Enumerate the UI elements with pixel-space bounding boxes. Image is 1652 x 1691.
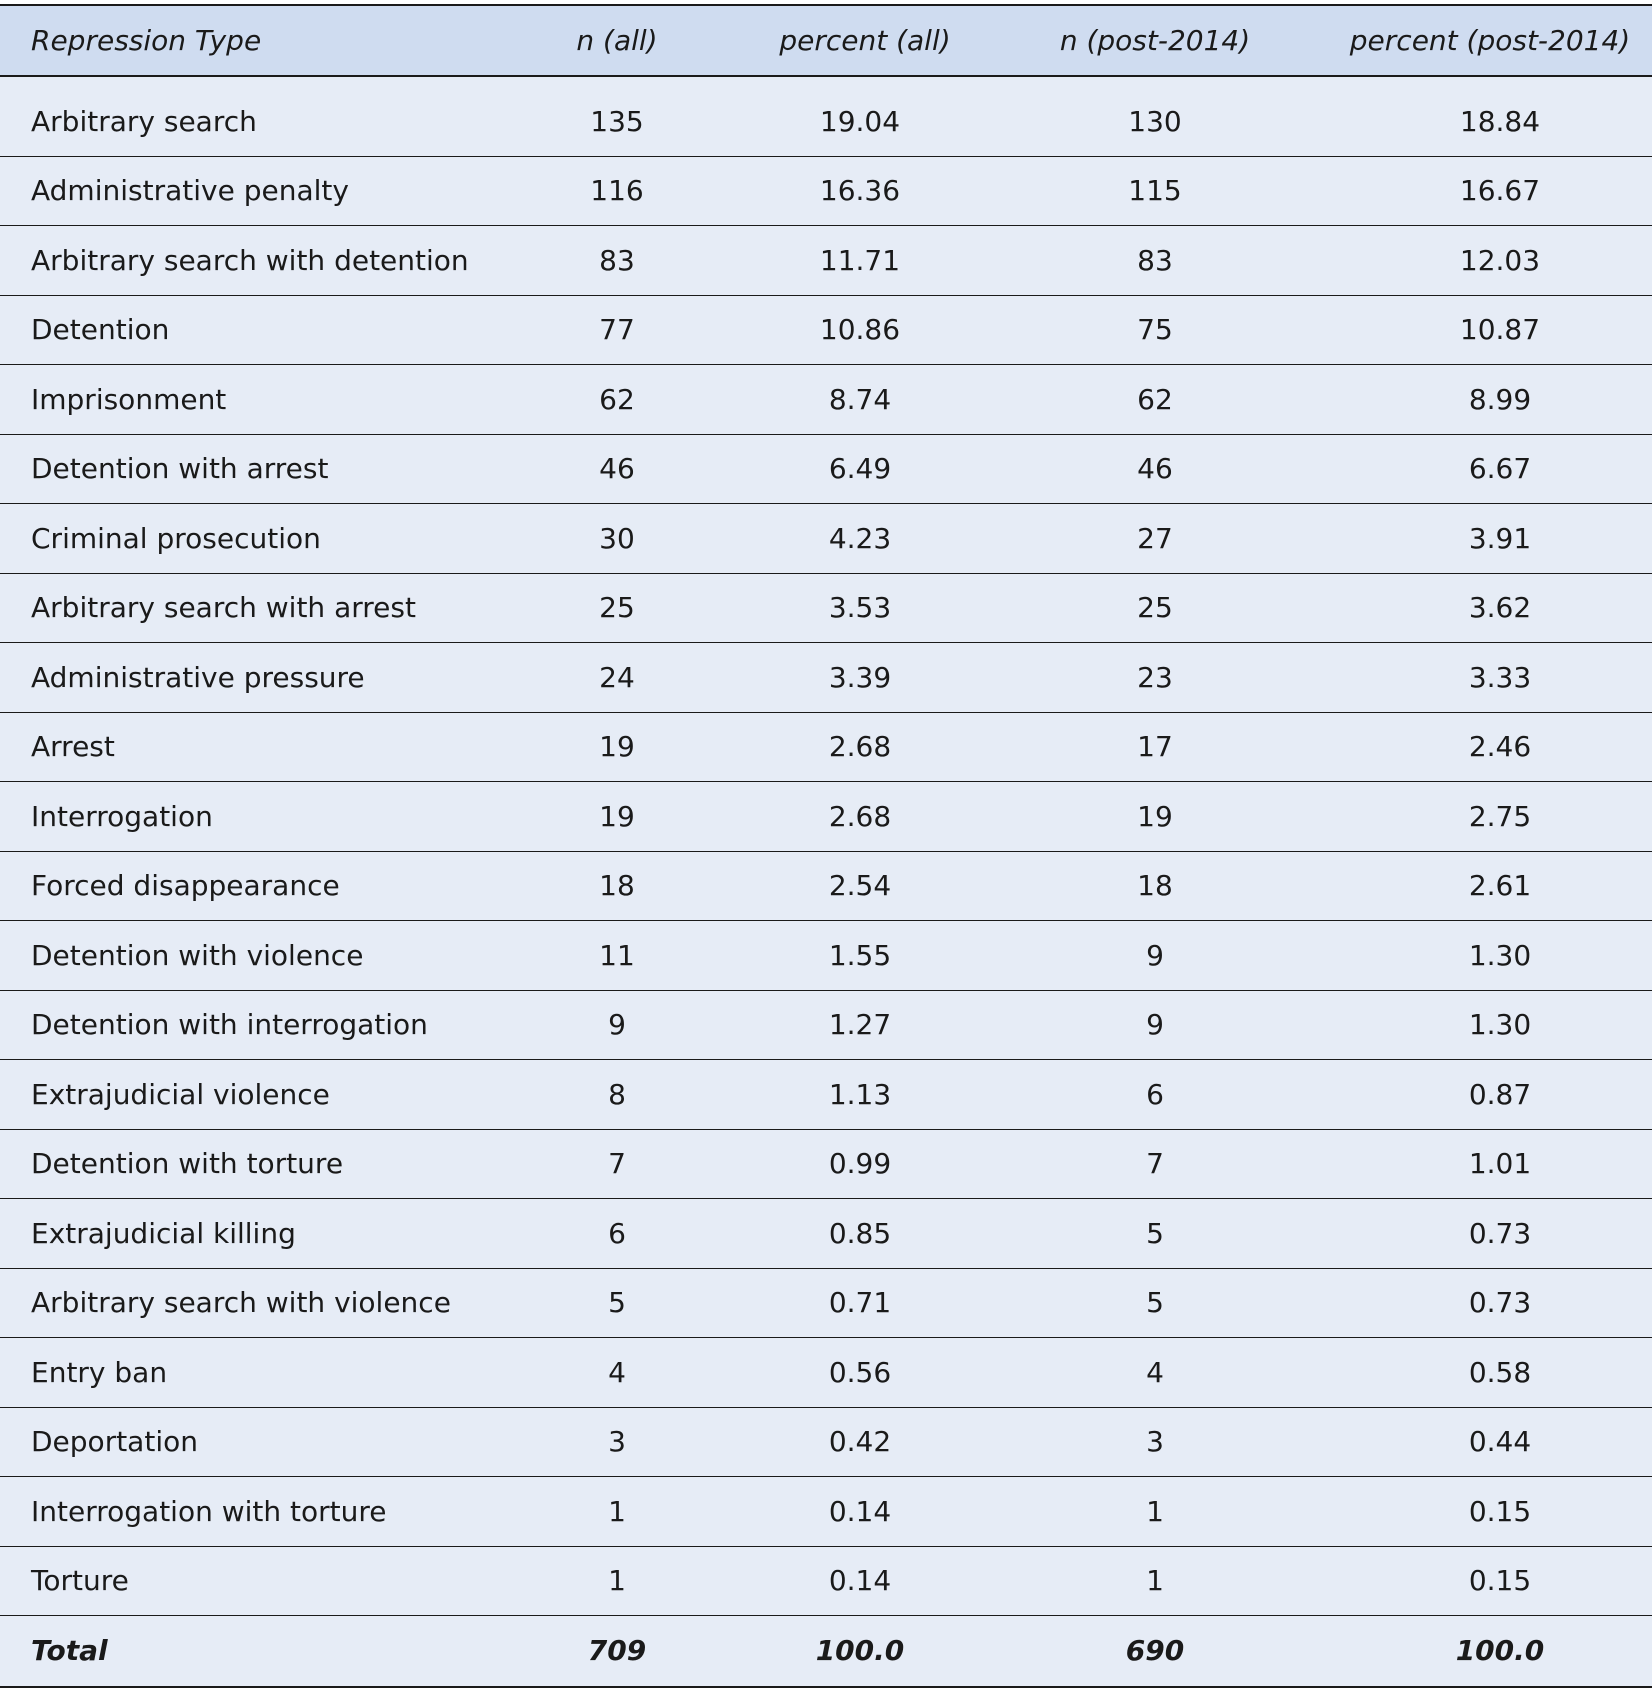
percent-all-cell: 4.23 xyxy=(828,521,892,555)
n-all-cell: 116 xyxy=(590,174,644,208)
header-percent-post-2014: percent (post-2014) xyxy=(1349,24,1631,57)
repression-type-cell: Arrest xyxy=(31,730,115,764)
n-all-cell: 6 xyxy=(608,1216,626,1250)
n-all-cell: 4 xyxy=(608,1355,626,1389)
percent-post-2014-cell: 3.91 xyxy=(1468,521,1532,555)
repression-type-cell: Arbitrary search with arrest xyxy=(31,591,416,625)
n-all-cell: 5 xyxy=(608,1286,626,1320)
n-post-2014-cell: 9 xyxy=(1146,1008,1164,1042)
n-post-2014-cell: 7 xyxy=(1146,1147,1164,1181)
n-post-2014-cell: 3 xyxy=(1146,1425,1164,1459)
n-all-cell: 7 xyxy=(608,1147,626,1181)
n-post-2014-cell: 25 xyxy=(1137,591,1173,625)
percent-post-2014-cell: 2.61 xyxy=(1468,869,1532,903)
percent-all-cell: 2.68 xyxy=(828,730,892,764)
percent-post-2014-cell: 0.44 xyxy=(1468,1425,1532,1459)
repression-type-cell: Detention with interrogation xyxy=(31,1008,428,1042)
total-label: Total xyxy=(31,1634,108,1668)
percent-all-cell: 2.54 xyxy=(828,869,892,903)
percent-all-cell: 8.74 xyxy=(828,382,892,416)
n-post-2014-cell: 4 xyxy=(1146,1355,1164,1389)
percent-post-2014-cell: 16.67 xyxy=(1459,174,1541,208)
repression-type-cell: Interrogation with torture xyxy=(31,1494,387,1528)
table-row xyxy=(0,643,1652,713)
percent-all-cell: 1.13 xyxy=(828,1077,892,1111)
percent-all-cell: 19.04 xyxy=(819,104,901,138)
table-row xyxy=(0,921,1652,991)
n-all-cell: 135 xyxy=(590,104,644,138)
repression-type-cell: Deportation xyxy=(31,1425,198,1459)
n-all-cell: 77 xyxy=(599,313,635,347)
n-all-cell: 62 xyxy=(599,382,635,416)
repression-type-cell: Arbitrary search with violence xyxy=(31,1286,451,1320)
n-post-2014-cell: 23 xyxy=(1137,660,1173,694)
n-all-cell: 1 xyxy=(608,1494,626,1528)
repression-table xyxy=(0,4,1652,1688)
percent-all-cell: 10.86 xyxy=(819,313,901,347)
table-row xyxy=(0,226,1652,296)
table-row xyxy=(0,1338,1652,1408)
n-post-2014-cell: 1 xyxy=(1146,1494,1164,1528)
repression-type-cell: Torture xyxy=(31,1564,129,1598)
table-row xyxy=(0,157,1652,227)
repression-type-cell: Entry ban xyxy=(31,1355,168,1389)
n-all-cell: 24 xyxy=(599,660,635,694)
percent-post-2014-cell: 0.58 xyxy=(1468,1355,1532,1389)
table-row xyxy=(0,1269,1652,1339)
percent-all-cell: 6.49 xyxy=(828,452,892,486)
percent-all-cell: 11.71 xyxy=(819,243,901,277)
header-percent-all: percent (all) xyxy=(779,24,951,57)
n-all-cell: 46 xyxy=(599,452,635,486)
header-repression-type: Repression Type xyxy=(31,24,262,57)
n-post-2014-cell: 19 xyxy=(1137,799,1173,833)
n-all-cell: 19 xyxy=(599,730,635,764)
percent-post-2014-cell: 12.03 xyxy=(1459,243,1541,277)
table-row xyxy=(0,1060,1652,1130)
n-all-cell: 8 xyxy=(608,1077,626,1111)
n-post-2014-cell: 1 xyxy=(1146,1564,1164,1598)
percent-post-2014-cell: 2.75 xyxy=(1468,799,1532,833)
n-all-cell: 1 xyxy=(608,1564,626,1598)
percent-post-2014-cell: 1.30 xyxy=(1468,938,1532,972)
percent-post-2014-cell: 0.73 xyxy=(1468,1286,1532,1320)
table-row xyxy=(0,296,1652,366)
n-post-2014-cell: 17 xyxy=(1137,730,1173,764)
percent-post-2014-cell: 6.67 xyxy=(1468,452,1532,486)
n-all-cell: 30 xyxy=(599,521,635,555)
n-post-2014-cell: 9 xyxy=(1146,938,1164,972)
header-spacer xyxy=(0,77,1652,87)
repression-type-cell: Detention with violence xyxy=(31,938,364,972)
table-row xyxy=(0,504,1652,574)
table-row xyxy=(0,574,1652,644)
repression-type-cell: Forced disappearance xyxy=(31,869,340,903)
table-row xyxy=(0,1547,1652,1617)
percent-all-cell: 3.53 xyxy=(828,591,892,625)
header-n-post-2014: n (post-2014) xyxy=(1059,24,1251,57)
table-row xyxy=(0,782,1652,852)
percent-all-cell: 0.42 xyxy=(828,1425,892,1459)
repression-type-cell: Extrajudicial killing xyxy=(31,1216,296,1250)
total-n-all: 709 xyxy=(587,1634,647,1668)
percent-post-2014-cell: 2.46 xyxy=(1468,730,1532,764)
n-post-2014-cell: 62 xyxy=(1137,382,1173,416)
n-post-2014-cell: 6 xyxy=(1146,1077,1164,1111)
n-all-cell: 3 xyxy=(608,1425,626,1459)
percent-all-cell: 3.39 xyxy=(828,660,892,694)
table-row xyxy=(0,87,1652,157)
percent-all-cell: 2.68 xyxy=(828,799,892,833)
table-row xyxy=(0,1408,1652,1478)
percent-post-2014-cell: 0.73 xyxy=(1468,1216,1532,1250)
percent-post-2014-cell: 3.62 xyxy=(1468,591,1532,625)
repression-type-cell: Administrative pressure xyxy=(31,660,365,694)
n-post-2014-cell: 27 xyxy=(1137,521,1173,555)
repression-type-cell: Detention with arrest xyxy=(31,452,329,486)
total-n-post-2014: 690 xyxy=(1125,1634,1185,1668)
n-all-cell: 9 xyxy=(608,1008,626,1042)
percent-all-cell: 1.55 xyxy=(828,938,892,972)
table-row xyxy=(0,1477,1652,1547)
table-row xyxy=(0,435,1652,505)
table-row xyxy=(0,852,1652,922)
table-row xyxy=(0,713,1652,783)
percent-post-2014-cell: 10.87 xyxy=(1459,313,1541,347)
n-post-2014-cell: 130 xyxy=(1128,104,1182,138)
repression-type-cell: Arbitrary search with detention xyxy=(31,243,469,277)
percent-all-cell: 0.99 xyxy=(828,1147,892,1181)
n-post-2014-cell: 5 xyxy=(1146,1216,1164,1250)
total-percent-all: 100.0 xyxy=(815,1634,905,1668)
total-percent-post-2014: 100.0 xyxy=(1455,1634,1545,1668)
n-all-cell: 11 xyxy=(599,938,635,972)
percent-post-2014-cell: 0.15 xyxy=(1468,1494,1532,1528)
n-post-2014-cell: 75 xyxy=(1137,313,1173,347)
n-all-cell: 25 xyxy=(599,591,635,625)
percent-post-2014-cell: 1.30 xyxy=(1468,1008,1532,1042)
n-post-2014-cell: 5 xyxy=(1146,1286,1164,1320)
repression-type-cell: Criminal prosecution xyxy=(31,521,321,555)
table-body xyxy=(0,87,1652,1616)
percent-post-2014-cell: 0.15 xyxy=(1468,1564,1532,1598)
percent-all-cell: 0.71 xyxy=(828,1286,892,1320)
repression-type-cell: Interrogation xyxy=(31,799,213,833)
percent-all-cell: 0.14 xyxy=(828,1564,892,1598)
table-row xyxy=(0,1199,1652,1269)
table-row xyxy=(0,365,1652,435)
n-all-cell: 83 xyxy=(599,243,635,277)
percent-all-cell: 16.36 xyxy=(819,174,901,208)
percent-all-cell: 1.27 xyxy=(828,1008,892,1042)
n-post-2014-cell: 83 xyxy=(1137,243,1173,277)
n-post-2014-cell: 115 xyxy=(1128,174,1182,208)
percent-all-cell: 0.56 xyxy=(828,1355,892,1389)
percent-post-2014-cell: 0.87 xyxy=(1468,1077,1532,1111)
repression-type-cell: Arbitrary search xyxy=(31,104,257,138)
header-n-all: n (all) xyxy=(576,24,658,57)
percent-all-cell: 0.14 xyxy=(828,1494,892,1528)
table-row xyxy=(0,1130,1652,1200)
table-header-row xyxy=(0,6,1652,77)
percent-post-2014-cell: 1.01 xyxy=(1468,1147,1532,1181)
repression-type-cell: Imprisonment xyxy=(31,382,227,416)
percent-post-2014-cell: 18.84 xyxy=(1459,104,1541,138)
percent-all-cell: 0.85 xyxy=(828,1216,892,1250)
n-post-2014-cell: 46 xyxy=(1137,452,1173,486)
percent-post-2014-cell: 3.33 xyxy=(1468,660,1532,694)
percent-post-2014-cell: 8.99 xyxy=(1468,382,1532,416)
repression-type-cell: Extrajudicial violence xyxy=(31,1077,330,1111)
repression-type-cell: Detention with torture xyxy=(31,1147,344,1181)
table-total-row xyxy=(0,1616,1652,1686)
n-all-cell: 18 xyxy=(599,869,635,903)
n-post-2014-cell: 18 xyxy=(1137,869,1173,903)
repression-type-cell: Administrative penalty xyxy=(31,174,349,208)
repression-type-cell: Detention xyxy=(31,313,170,347)
n-all-cell: 19 xyxy=(599,799,635,833)
table-row xyxy=(0,991,1652,1061)
